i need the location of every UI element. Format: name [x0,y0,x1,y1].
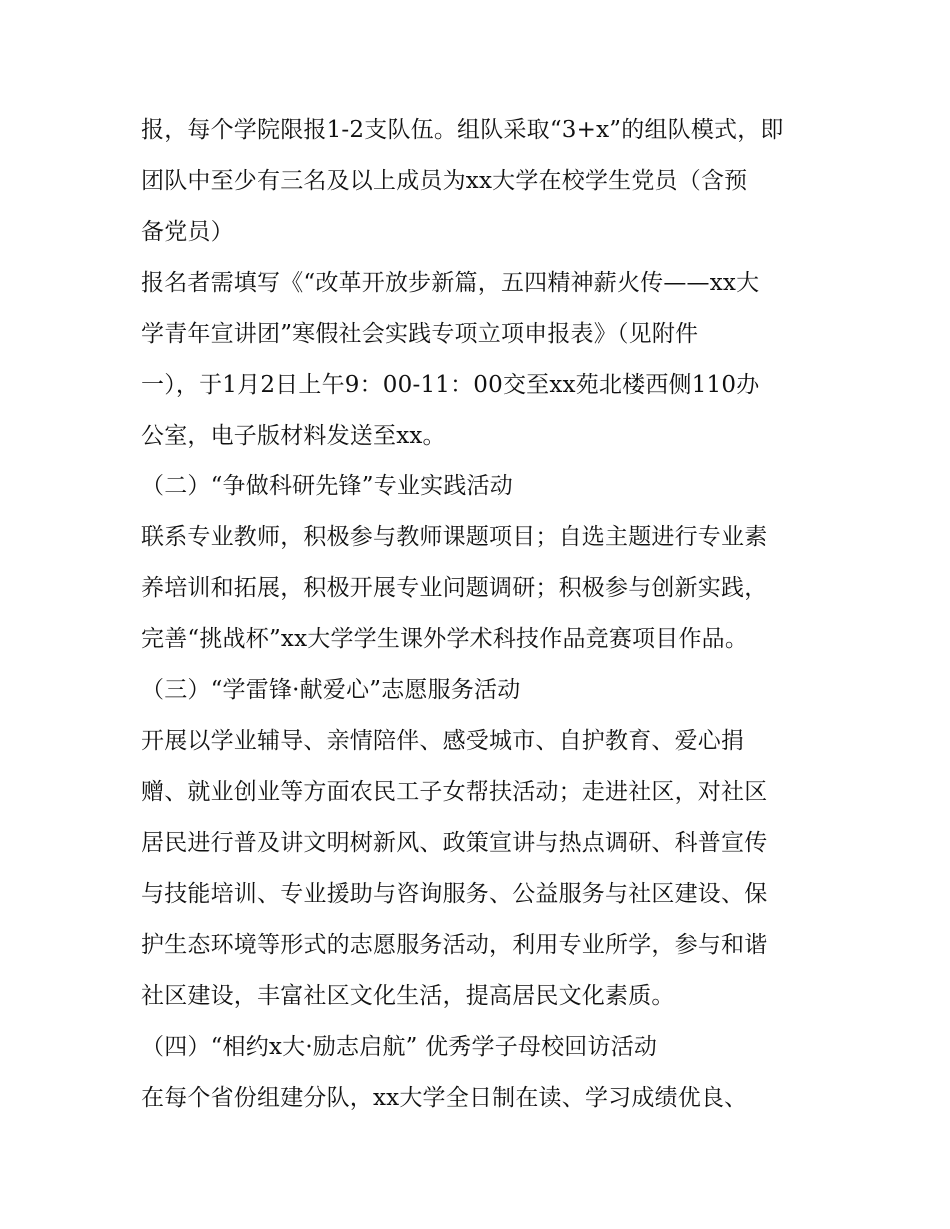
text-line: 与技能培训、专业援助与咨询服务、公益服务与社区建设、保 [141,881,768,907]
text-line: 在每个省份组建分队，xx大学全日制在读、学习成绩优良、 [141,1085,748,1111]
section-heading: （二）“争做科研先锋”专业实践活动 [141,473,513,499]
section-heading: （四）“相约x大·励志启航” 优秀学子母校回访活动 [141,1034,658,1060]
text-line: 学青年宣讲团”寒假社会实践专项立项申报表》（见附件 [141,321,699,347]
text-line: 护生态环境等形式的志愿服务活动，利用专业所学，参与和谐 [141,932,768,958]
text-line: 赠、就业创业等方面农民工子女帮扶活动；走进社区，对社区 [141,779,768,805]
text-line: 团队中至少有三名及以上成员为xx大学在校学生党员（含预 [141,168,748,194]
text-line: 社区建设，丰富社区文化生活，提高居民文化素质。 [141,983,675,1009]
text-line: 报，每个学院限报1-2支队伍。组队采取“3+x”的组队模式，即 [141,117,784,143]
text-line: 报名者需填写《“改革开放步新篇，五四精神薪火传——xx大 [141,270,760,296]
text-line: 公室，电子版材料发送至xx。 [141,423,446,449]
text-line: 开展以学业辅导、亲情陪伴、感受城市、自护教育、爱心捐 [141,728,745,754]
section-heading: （三）“学雷锋·献爱心”志愿服务活动 [141,677,521,703]
text-line: 一），于1月2日上午9：00-11：00交至xx苑北楼西侧110办 [141,372,760,398]
text-line: 联系专业教师，积极参与教师课题项目；自选主题进行专业素 [141,524,768,550]
text-line: 养培训和拓展，积极开展专业问题调研；积极参与创新实践， [141,575,768,601]
text-line: 居民进行普及讲文明树新风、政策宣讲与热点调研、科普宣传 [141,830,768,856]
text-line: 备党员） [141,219,234,245]
text-line: 完善“挑战杯”xx大学学生课外学术科技作品竞赛项目作品。 [141,626,749,652]
